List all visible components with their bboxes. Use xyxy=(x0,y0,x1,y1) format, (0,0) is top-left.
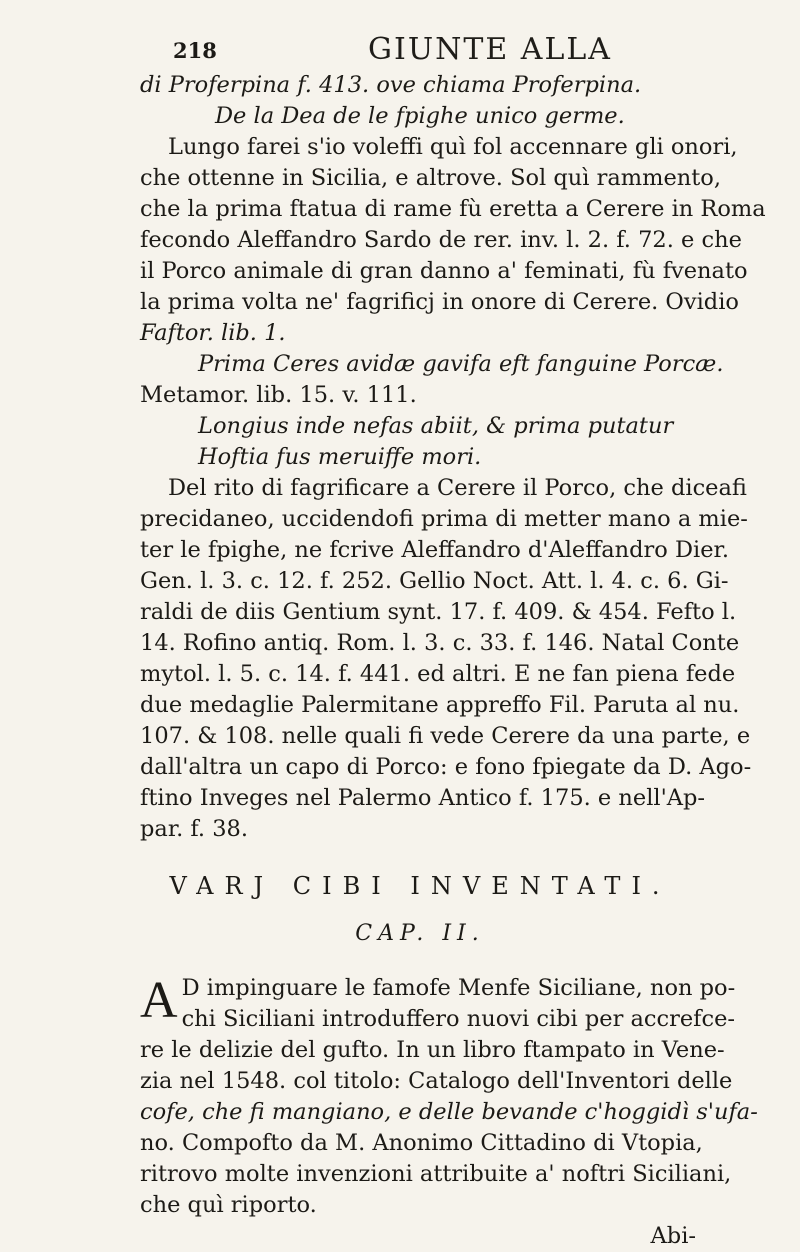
text-line: no. Compofto da M. Anonimo Cittadino di Vtopia, xyxy=(140,1130,703,1156)
body-text xyxy=(140,70,766,1252)
catchword: Abi- xyxy=(650,1223,696,1249)
text-line: Del rito di fagrificare a Cerere il Porco, che diceafi xyxy=(168,475,747,501)
running-head: GIUNTE ALLA xyxy=(368,32,612,67)
text-line: zia nel 1548. col titolo: Catalogo dell'Inventori delle xyxy=(140,1068,733,1094)
page-number: 218 xyxy=(173,38,217,63)
text-line: par. f. 38. xyxy=(140,816,249,842)
text-line: dall'altra un capo di Porco: e fono fpiegate da D. Ago- xyxy=(140,754,752,780)
text-line: 14. Rofino antiq. Rom. l. 3. c. 33. f. 146. Natal Conte xyxy=(140,630,740,656)
text-line: raldi de diis Gentium synt. 17. f. 409. & 454. Fefto l. xyxy=(140,599,737,625)
text-line: due medaglie Palermitane appreffo Fil. Paruta al nu. xyxy=(140,692,740,718)
text-line: 107. & 108. nelle quali fi vede Cerere da una parte, e xyxy=(140,723,751,749)
text-line: fecondo Aleffandro Sardo de rer. inv. l. 2. f. 72. e che xyxy=(140,227,742,253)
text-line: Gen. l. 3. c. 12. f. 252. Gellio Noct. Att. l. 4. c. 6. Gi- xyxy=(140,568,729,594)
text-line: D impinguare le famofe Menfe Siciliane, non po- xyxy=(181,975,736,1001)
chapter-paragraph xyxy=(140,972,758,1252)
text-line: ter le fpighe, ne fcrive Aleffandro d'Aleffandro Dier. xyxy=(140,537,729,563)
citation-line: Metamor. lib. 15. v. 111. xyxy=(140,382,417,408)
text-line: chi Siciliani introduffero nuovi cibi per accrefce- xyxy=(181,1006,736,1032)
text-line: il Porco animale di gran danno a' feminati, fù fvenato xyxy=(140,258,748,284)
verse-line: Longius inde nefas abiit, & prima putatur xyxy=(198,413,674,439)
text-line: ritrovo molte invenzioni attribuite a' noftri Siciliani, xyxy=(140,1161,732,1187)
section-title: VARJ CIBI INVENTATI. xyxy=(169,872,671,900)
text-line: precidaneo, uccidendofi prima di metter mano a mie- xyxy=(140,506,748,532)
text-line: la prima volta ne' fagrificj in onore di Cerere. Ovidio xyxy=(140,289,739,315)
text-line: mytol. l. 5. c. 14. f. 441. ed altri. E ne fan piena fede xyxy=(140,661,736,687)
text-line: che ottenne in Sicilia, e altrove. Sol quì rammento, xyxy=(140,165,722,191)
citation-line: Faftor. lib. 1. xyxy=(140,320,286,346)
verse-line: Hoftia fus meruiffe mori. xyxy=(198,444,482,470)
text-line: Lungo farei s'io voleffi quì fol accennare gli onori, xyxy=(168,134,738,160)
text-line: ftino Inveges nel Palermo Antico f. 175. e nell'Ap- xyxy=(140,785,706,811)
drop-cap: A xyxy=(140,972,178,1029)
verse-line: De la Dea de le fpighe unico germe. xyxy=(215,103,625,129)
text-line: di Proferpina f. 413. ove chiama Proferpina. xyxy=(140,72,642,98)
text-line: cofe, che fi mangiano, e delle bevande c'hoggidì s'ufa- xyxy=(140,1099,758,1125)
text-line: re le delizie del gufto. In un libro ftampato in Vene- xyxy=(140,1037,725,1063)
chapter-title: CAP. II. xyxy=(355,921,485,946)
page-header xyxy=(0,30,800,70)
text-line: che quì riporto. xyxy=(140,1192,317,1218)
verse-line: Prima Ceres avidæ gavifa eft fanguine Porcæ. xyxy=(198,351,724,377)
text-line: che la prima ftatua di rame fù eretta a Cerere in Roma xyxy=(140,196,766,222)
